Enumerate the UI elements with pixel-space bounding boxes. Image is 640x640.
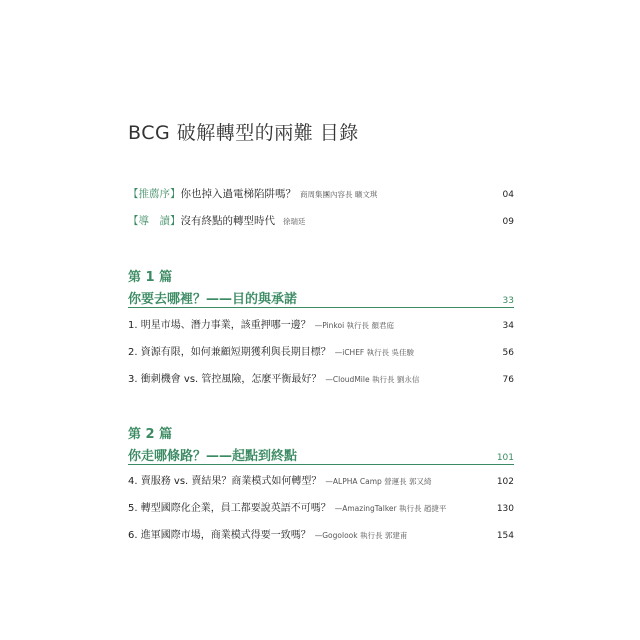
chapter-2-page: 56: [502, 348, 514, 358]
chapter-3-title: 3. 衝刺機會 vs. 管控風險，怎麼平衡最好？: [128, 374, 322, 385]
part-1-title: 你要去哪裡？——目的與承諾: [128, 292, 298, 307]
introduction-page: 09: [502, 217, 514, 227]
toc-entry-introduction[interactable]: [128, 213, 514, 228]
toc-entry-chapter-1[interactable]: [128, 316, 514, 331]
toc-entry-chapter-5[interactable]: [128, 499, 514, 514]
part-2-divider: [128, 464, 514, 465]
chapter-1-page: 34: [502, 321, 514, 331]
introduction-title: 沒有終點的轉型時代: [180, 215, 275, 227]
chapter-4-page: 102: [496, 477, 514, 487]
chapter-1-author: —Pinkoi 執行長 顏君庭: [314, 321, 394, 330]
part-1-page: 33: [502, 296, 514, 306]
chapter-2-author: —iCHEF 執行長 吳佳駿: [334, 348, 415, 357]
chapter-5-page: 130: [496, 504, 514, 514]
toc-entry-chapter-4[interactable]: [128, 472, 514, 487]
chapter-4-author: —ALPHA Camp 營運長 郭又綺: [325, 477, 432, 486]
preface-page: 04: [502, 190, 514, 200]
chapter-5-author: —AmazingTalker 執行長 趙捷平: [334, 504, 447, 513]
part-2-label: 第 2 篇: [128, 427, 173, 442]
part-2-heading[interactable]: [128, 445, 514, 464]
preface-title: 你也掉入過電梯陷阱嗎？: [180, 188, 296, 200]
introduction-author: 徐瑞廷: [283, 217, 306, 226]
chapter-3-page: 76: [502, 375, 514, 385]
part-1-divider: [128, 307, 514, 308]
chapter-5-title: 5. 轉型國際化企業，員工都要說英語不可嗎？: [128, 503, 331, 514]
part-1-heading[interactable]: [128, 288, 514, 307]
chapter-6-author: —Gogolook 執行長 郭建甫: [314, 531, 408, 540]
toc-entry-chapter-6[interactable]: [128, 526, 514, 541]
page-title: BCG 破解轉型的兩難 目錄: [128, 122, 359, 144]
toc-entry-preface[interactable]: [128, 186, 514, 201]
part-2-title: 你走哪條路？——起點到終點: [128, 449, 298, 464]
preface-author: 商周集團內容長 曠文琪: [300, 190, 378, 199]
introduction-tag: 【導 讀】: [128, 215, 181, 227]
part-1-label: 第 1 篇: [128, 270, 173, 285]
chapter-2-title: 2. 資源有限，如何兼顧短期獲利與長期目標？: [128, 347, 331, 358]
toc-entry-chapter-3[interactable]: [128, 370, 514, 385]
toc-entry-chapter-2[interactable]: [128, 343, 514, 358]
chapter-6-page: 154: [496, 531, 514, 541]
chapter-1-title: 1. 明星市場、潛力事業，該重押哪一邊？: [128, 320, 311, 331]
preface-tag: 【推薦序】: [128, 188, 181, 200]
chapter-4-title: 4. 賣服務 vs. 賣結果？商業模式如何轉型？: [128, 476, 322, 487]
part-2-page: 101: [496, 453, 514, 463]
chapter-3-author: —CloudMile 執行長 劉永信: [325, 375, 420, 384]
chapter-6-title: 6. 進軍國際市場，商業模式得要一致嗎？: [128, 530, 311, 541]
